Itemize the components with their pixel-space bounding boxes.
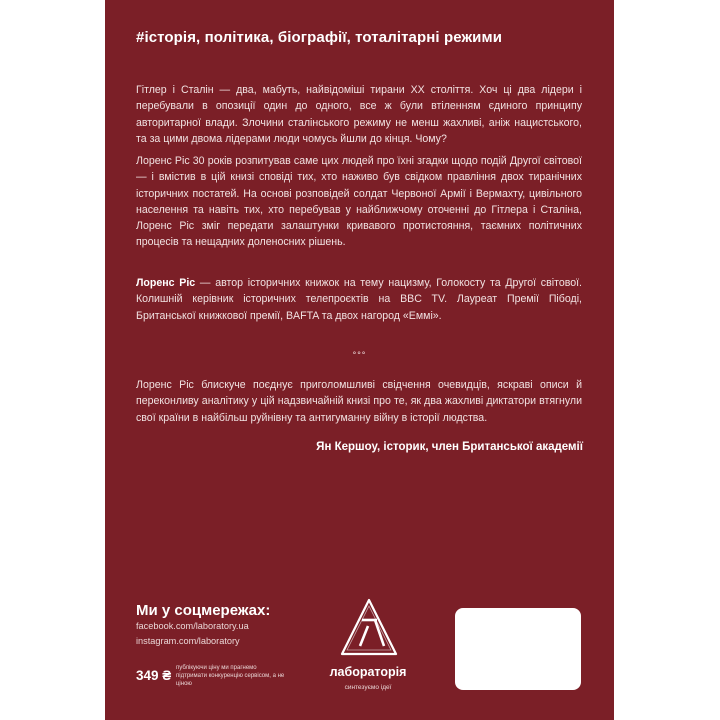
publisher-logo-icon (338, 598, 400, 660)
author-paragraph (136, 275, 582, 324)
facebook-link[interactable]: facebook.com/laboratory.ua (136, 621, 249, 631)
price: 349 ₴ (136, 668, 172, 683)
barcode-area (455, 608, 581, 690)
intro-paragraph: Гітлер і Сталін — два, мабуть, найвідоміші тирани XX століття. Хоч ці два лідери і перебували в опозиції один до одного, все ж були втіленням єдиного принципу авторитарної влади. Злочини сталінського режиму не менш жахливі, аніж нацистського, та за цими двома лідерами люди чомусь йшли до кінця. Чому? (136, 84, 582, 145)
description-paragraph: Лоренс Ріс 30 років розпитував саме цих людей про їхні згадки щодо подій Другої світової — і вмістив в цій книзі сповіді тих, хто наживо був свідком правління двох тиранічних історичних постатей. На основі розповідей солдат Червоної Армії і Вермахту, цивільного населення та навіть тих, хто перебував у найближчому оточенні до Гітлера і Сталіна, Лоренс Ріс зміг передати залаштунки кривавого протистояння, таємних політичних процесів та нещадних доленосних рішень. (136, 155, 582, 249)
author-bio: — автор історичних книжок на тему нацизму, Голокосту та Другої світової. Колишній керівник історичних телепроєктів на BBC TV. Лауреат Премії Пібоді, Британської книжкової премії, BAFTA та двох нагород «Еммі». (136, 277, 582, 322)
social-title: Ми у соцмережах: (136, 602, 271, 619)
publisher-slogan: синтезуємо ідеї (344, 684, 392, 691)
section-separator: °°° (352, 350, 367, 360)
price-note: публікуючи ціну ми прагнемо підтримати конкуренцію сервісом, а не ціною (176, 665, 285, 687)
publisher-name: лабораторія (329, 665, 407, 679)
genre-tags: #історія, політика, біографії, тоталітарні режими (136, 29, 503, 46)
quote-attribution: Ян Кершоу, історик, член Британської академії (316, 441, 583, 453)
book-back-cover (105, 0, 614, 720)
review-quote: Лоренс Ріс блискуче поєднує приголомшливі свідчення очевидців, яскраві описи й переконливу аналітику у цій надзвичайній книзі про те, як два жахливі диктатори втягнули свої країни в найбільш руйнівну та антигуманну війну в історії людства. (136, 379, 582, 424)
author-name: Лоренс Ріс (136, 277, 196, 289)
instagram-link[interactable]: instagram.com/laboratory (136, 636, 240, 646)
